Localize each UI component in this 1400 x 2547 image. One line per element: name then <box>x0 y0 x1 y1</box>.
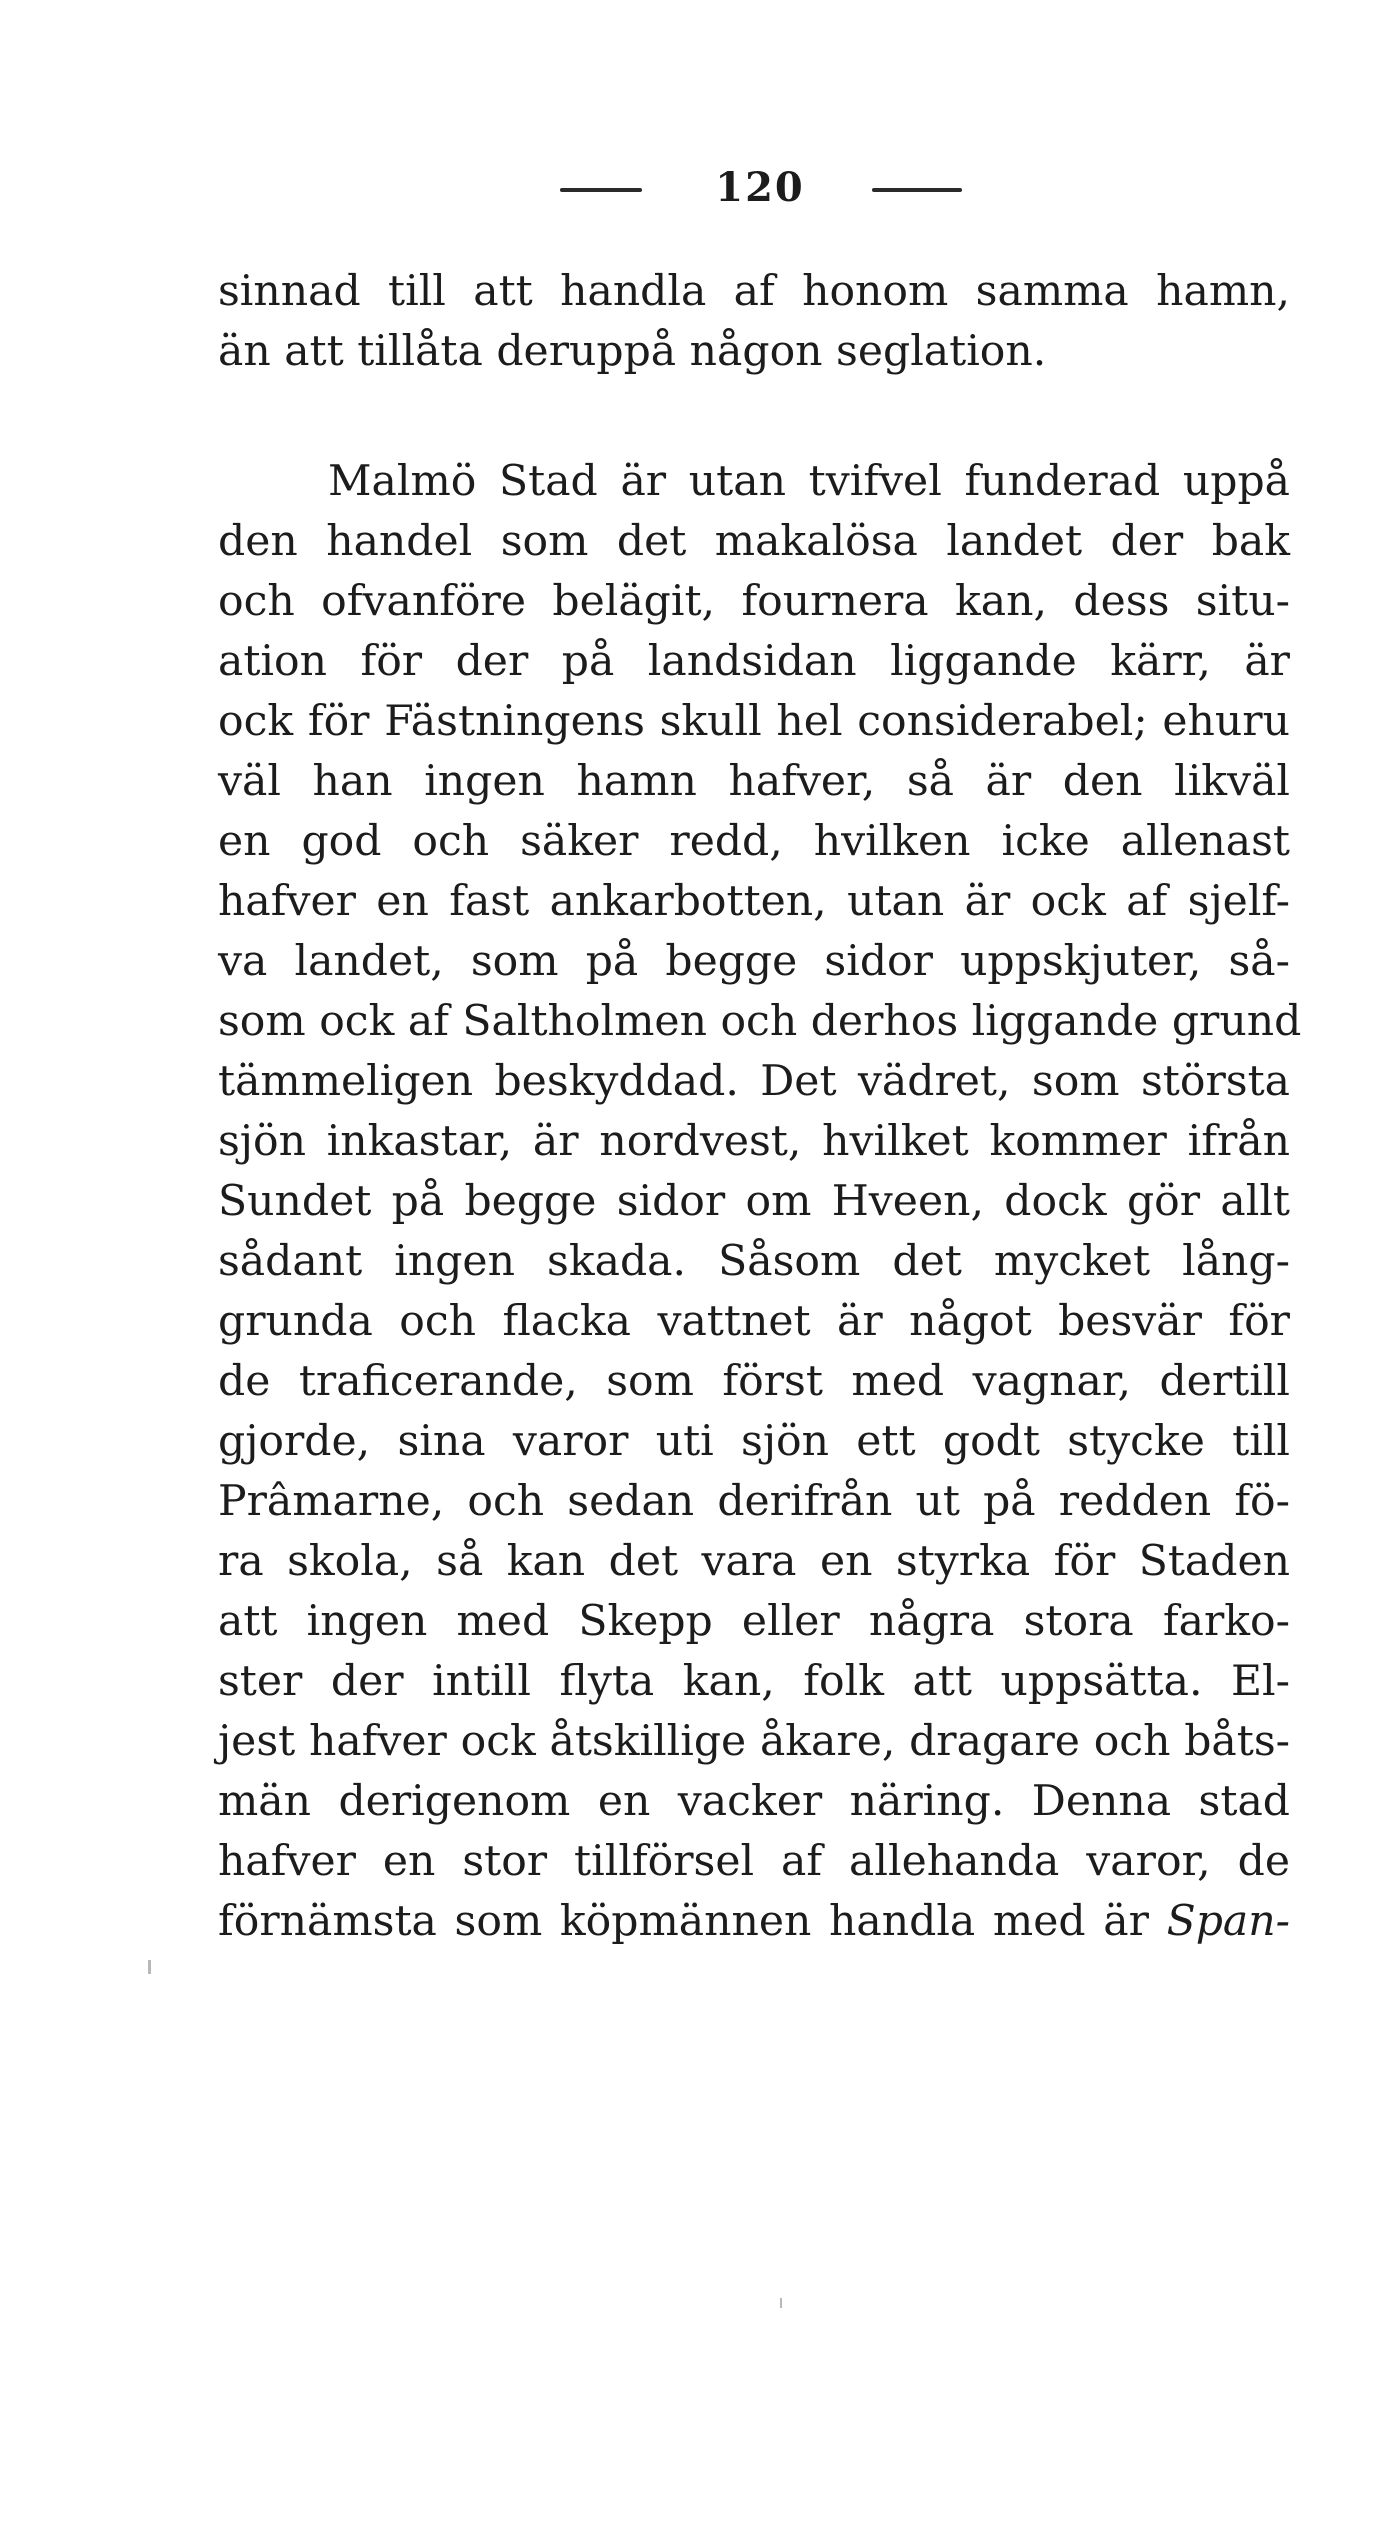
text-line: ock för Fästningens skull hel considerabel; ehuru <box>218 697 1290 746</box>
paper-speck <box>780 2298 782 2308</box>
text-line: än att tillåta deruppå någon seglation. <box>218 327 1047 376</box>
text-line: ster der intill flyta kan, folk att uppsätta. El- <box>218 1657 1290 1706</box>
text-line: gjorde, sina varor uti sjön ett godt stycke till <box>218 1417 1290 1466</box>
text-line: sinnad till att handla af honom samma hamn, <box>218 267 1290 316</box>
text-line: som ock af Saltholmen och derhos liggande grund <box>218 997 1302 1046</box>
text-line: Sundet på begge sidor om Hveen, dock gör allt <box>218 1177 1290 1226</box>
text-line: sådant ingen skada. Såsom det mycket lång- <box>218 1237 1290 1286</box>
text-line: den handel som det makalösa landet der bak <box>218 517 1290 566</box>
text-line: ra skola, så kan det vara en styrka för Staden <box>218 1537 1290 1586</box>
text-line-last <box>218 1892 1290 1952</box>
text-line: män derigenom en vacker näring. Denna stad <box>218 1777 1290 1826</box>
text-line: att ingen med Skepp eller några stora farko- <box>218 1597 1290 1646</box>
text-line: och ofvanföre belägit, fournera kan, dess situ- <box>218 577 1290 626</box>
text-line: Malmö Stad är utan tvifvel funderad uppå <box>328 457 1290 506</box>
text-line-last-italic: Span- <box>1166 1897 1290 1946</box>
text-line-last-body: förnämsta som köpmännen handla med är <box>218 1897 1149 1946</box>
header-dash-left <box>560 188 642 192</box>
text-line: hafver en fast ankarbotten, utan är ock af sjelf- <box>218 877 1290 926</box>
page-header <box>0 158 1400 218</box>
page-number: 120 <box>715 164 805 211</box>
paper-speck <box>148 1960 151 1974</box>
text-line: de traficerande, som först med vagnar, dertill <box>218 1357 1290 1406</box>
text-line: tämmeligen beskyddad. Det vädret, som största <box>218 1057 1290 1106</box>
text-line: grunda och flacka vattnet är något besvär för <box>218 1297 1290 1346</box>
text-line: en god och säker redd, hvilken icke allenast <box>218 817 1290 866</box>
text-line: jest hafver ock åtskillige åkare, dragare och båts- <box>218 1717 1290 1766</box>
text-line: väl han ingen hamn hafver, så är den likväl <box>218 757 1290 806</box>
text-line: sjön inkastar, är nordvest, hvilket kommer ifrån <box>218 1117 1290 1166</box>
text-line: ation för der på landsidan liggande kärr, är <box>218 637 1290 686</box>
header-dash-right <box>872 188 962 192</box>
text-line: Prâmarne, och sedan derifrån ut på redden fö- <box>218 1477 1290 1526</box>
text-line: hafver en stor tillförsel af allehanda varor, de <box>218 1837 1290 1886</box>
text-line: va landet, som på begge sidor uppskjuter, så- <box>218 937 1290 986</box>
